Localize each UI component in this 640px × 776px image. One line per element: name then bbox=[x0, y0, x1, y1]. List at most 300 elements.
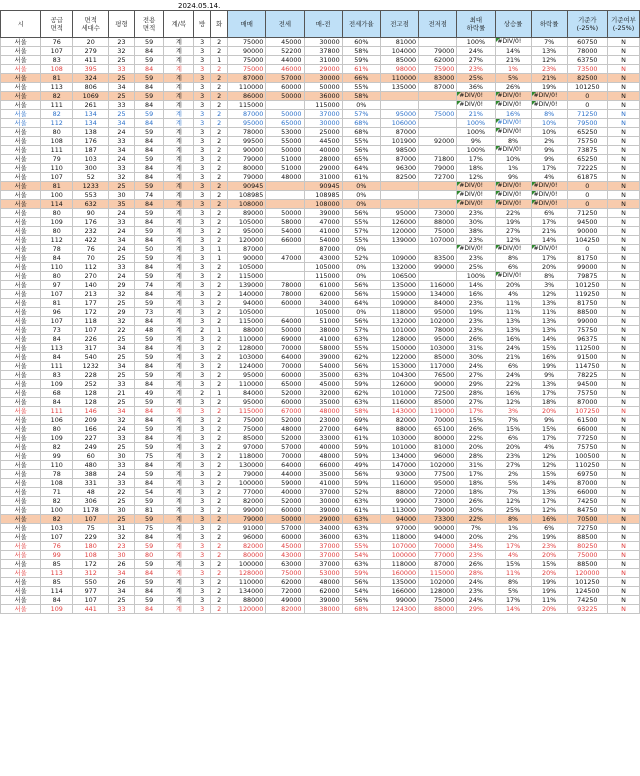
table-cell[interactable]: 88000 bbox=[228, 596, 266, 605]
table-cell[interactable]: 124500 bbox=[567, 587, 607, 596]
table-cell[interactable]: 59 bbox=[134, 578, 164, 587]
table-cell[interactable]: 101000 bbox=[380, 389, 418, 398]
table-cell[interactable]: 52000 bbox=[266, 416, 304, 425]
table-cell[interactable]: 84 bbox=[41, 335, 73, 344]
table-cell[interactable]: 63% bbox=[342, 533, 380, 542]
table-cell[interactable]: 21 bbox=[109, 389, 134, 398]
table-cell[interactable]: 서울 bbox=[1, 461, 41, 470]
table-cell[interactable]: 84 bbox=[134, 407, 164, 416]
column-header[interactable]: 화 bbox=[211, 11, 228, 38]
table-cell[interactable]: 3 bbox=[194, 254, 211, 263]
table-cell[interactable]: 계 bbox=[164, 110, 194, 119]
table-cell[interactable]: 50000 bbox=[266, 209, 304, 218]
table-cell[interactable]: 계 bbox=[164, 263, 194, 272]
table-cell[interactable]: 계 bbox=[164, 443, 194, 452]
table-cell[interactable]: 2 bbox=[211, 488, 228, 497]
table-cell[interactable]: 58000 bbox=[304, 344, 342, 353]
table-cell[interactable]: 29000 bbox=[304, 65, 342, 74]
table-cell[interactable]: 22% bbox=[495, 380, 531, 389]
table-cell[interactable]: 65000 bbox=[266, 380, 304, 389]
table-row[interactable] bbox=[1, 308, 640, 317]
table-cell[interactable] bbox=[419, 182, 457, 191]
table-row[interactable] bbox=[1, 551, 640, 560]
table-cell[interactable]: 72225 bbox=[567, 164, 607, 173]
table-cell[interactable]: 17% bbox=[457, 155, 495, 164]
table-cell[interactable]: 9% bbox=[531, 416, 567, 425]
table-cell[interactable]: 63% bbox=[342, 560, 380, 569]
table-cell[interactable]: 84000 bbox=[419, 299, 457, 308]
table-cell[interactable]: 2 bbox=[211, 533, 228, 542]
table-cell[interactable]: 65000 bbox=[266, 119, 304, 128]
table-cell[interactable]: 109000 bbox=[380, 299, 418, 308]
table-cell[interactable]: 계 bbox=[164, 380, 194, 389]
table-row[interactable] bbox=[1, 110, 640, 119]
table-cell[interactable]: 39000 bbox=[304, 353, 342, 362]
table-cell[interactable]: N bbox=[608, 92, 640, 101]
table-cell[interactable]: 108 bbox=[41, 137, 73, 146]
table-cell[interactable]: 59% bbox=[342, 569, 380, 578]
table-cell[interactable]: 서울 bbox=[1, 74, 41, 83]
table-cell[interactable]: 0% bbox=[342, 272, 380, 281]
table-cell[interactable]: 2% bbox=[495, 470, 531, 479]
table-cell[interactable]: 112 bbox=[41, 236, 73, 245]
table-cell[interactable]: 서울 bbox=[1, 470, 41, 479]
table-cell[interactable]: 17% bbox=[531, 497, 567, 506]
table-row[interactable] bbox=[1, 299, 640, 308]
table-row[interactable] bbox=[1, 227, 640, 236]
table-cell[interactable]: N bbox=[608, 524, 640, 533]
table-cell[interactable]: 서울 bbox=[1, 65, 41, 74]
table-cell[interactable]: 22 bbox=[109, 488, 134, 497]
table-cell[interactable]: 57% bbox=[342, 110, 380, 119]
table-cell[interactable]: 계 bbox=[164, 560, 194, 569]
table-cell[interactable]: 106500 bbox=[380, 272, 418, 281]
table-cell[interactable]: 58% bbox=[342, 47, 380, 56]
table-cell[interactable] bbox=[419, 191, 457, 200]
table-cell[interactable]: 2 bbox=[211, 137, 228, 146]
table-cell[interactable]: 31% bbox=[457, 344, 495, 353]
table-cell[interactable]: 4% bbox=[495, 290, 531, 299]
table-cell[interactable]: 82000 bbox=[266, 605, 304, 614]
table-cell[interactable]: 111 bbox=[41, 407, 73, 416]
table-cell[interactable]: 128 bbox=[73, 389, 109, 398]
table-cell[interactable]: 33 bbox=[109, 461, 134, 470]
table-cell[interactable]: 50000 bbox=[266, 326, 304, 335]
table-cell[interactable]: N bbox=[608, 173, 640, 182]
table-cell[interactable]: 31000 bbox=[304, 173, 342, 182]
table-cell[interactable]: 146 bbox=[73, 407, 109, 416]
table-cell[interactable]: 19% bbox=[531, 362, 567, 371]
table-cell[interactable]: 124300 bbox=[380, 605, 418, 614]
table-cell[interactable]: 51000 bbox=[304, 317, 342, 326]
table-row[interactable] bbox=[1, 569, 640, 578]
table-cell[interactable]: 95000 bbox=[228, 119, 266, 128]
table-cell[interactable]: 75750 bbox=[567, 326, 607, 335]
table-cell[interactable]: 계 bbox=[164, 119, 194, 128]
table-cell[interactable]: 103000 bbox=[380, 434, 418, 443]
table-cell[interactable]: 106 bbox=[41, 416, 73, 425]
table-row[interactable] bbox=[1, 461, 640, 470]
table-cell[interactable]: 2 bbox=[194, 389, 211, 398]
table-cell[interactable]: 6% bbox=[495, 434, 531, 443]
table-cell[interactable]: 101250 bbox=[567, 281, 607, 290]
table-cell[interactable]: 3 bbox=[194, 137, 211, 146]
table-cell[interactable]: 계 bbox=[164, 605, 194, 614]
table-cell[interactable]: 2 bbox=[194, 326, 211, 335]
table-cell[interactable]: #DIV/0! bbox=[457, 200, 495, 209]
table-cell[interactable]: 26 bbox=[109, 578, 134, 587]
table-cell[interactable]: #DIV/0! bbox=[531, 245, 567, 254]
table-row[interactable] bbox=[1, 254, 640, 263]
table-cell[interactable]: 계 bbox=[164, 416, 194, 425]
table-cell[interactable]: 8% bbox=[531, 272, 567, 281]
table-cell[interactable]: 59 bbox=[134, 128, 164, 137]
table-cell[interactable]: 107 bbox=[73, 596, 109, 605]
table-cell[interactable]: 61000 bbox=[304, 281, 342, 290]
table-cell[interactable]: 135000 bbox=[380, 578, 418, 587]
table-cell[interactable]: 166000 bbox=[380, 587, 418, 596]
table-cell[interactable]: 88000 bbox=[380, 425, 418, 434]
table-cell[interactable]: 24% bbox=[457, 596, 495, 605]
table-cell[interactable]: 5% bbox=[495, 479, 531, 488]
table-cell[interactable]: 99000 bbox=[567, 317, 607, 326]
table-cell[interactable]: 26% bbox=[457, 497, 495, 506]
table-cell[interactable]: 17% bbox=[495, 596, 531, 605]
table-cell[interactable]: N bbox=[608, 227, 640, 236]
table-cell[interactable]: 104250 bbox=[567, 236, 607, 245]
table-cell[interactable]: 74 bbox=[134, 281, 164, 290]
table-cell[interactable]: 31 bbox=[109, 524, 134, 533]
table-cell[interactable]: 73500 bbox=[567, 65, 607, 74]
table-cell[interactable]: 서울 bbox=[1, 407, 41, 416]
table-cell[interactable]: 84 bbox=[41, 596, 73, 605]
table-cell[interactable]: 7% bbox=[495, 488, 531, 497]
table-cell[interactable]: 550 bbox=[73, 578, 109, 587]
table-cell[interactable]: 2 bbox=[211, 452, 228, 461]
table-cell[interactable]: 60% bbox=[342, 38, 380, 47]
table-cell[interactable] bbox=[266, 182, 304, 191]
table-cell[interactable]: 50000 bbox=[266, 92, 304, 101]
table-cell[interactable]: 서울 bbox=[1, 371, 41, 380]
table-cell[interactable]: 59 bbox=[134, 335, 164, 344]
table-cell[interactable]: #DIV/0! bbox=[495, 245, 531, 254]
table-cell[interactable]: 3 bbox=[194, 119, 211, 128]
column-header[interactable]: 전세가율 bbox=[342, 11, 380, 38]
column-header[interactable]: 계/복 bbox=[164, 11, 194, 38]
table-cell[interactable]: 18% bbox=[457, 164, 495, 173]
table-cell[interactable]: 30% bbox=[457, 353, 495, 362]
table-cell[interactable]: 72000 bbox=[419, 488, 457, 497]
table-cell[interactable]: 3 bbox=[194, 488, 211, 497]
table-row[interactable] bbox=[1, 470, 640, 479]
table-cell[interactable]: 서울 bbox=[1, 173, 41, 182]
table-cell[interactable]: 13% bbox=[531, 47, 567, 56]
table-cell[interactable]: 110000 bbox=[228, 83, 266, 92]
table-cell[interactable]: 79500 bbox=[567, 119, 607, 128]
table-cell[interactable]: 15% bbox=[531, 425, 567, 434]
table-cell[interactable]: 61500 bbox=[567, 416, 607, 425]
table-cell[interactable]: 25 bbox=[109, 443, 134, 452]
table-cell[interactable]: 2 bbox=[211, 317, 228, 326]
table-cell[interactable]: 88000 bbox=[419, 218, 457, 227]
table-cell[interactable]: 84 bbox=[134, 479, 164, 488]
table-cell[interactable]: 34 bbox=[109, 146, 134, 155]
table-cell[interactable]: 3 bbox=[194, 92, 211, 101]
table-cell[interactable]: 63% bbox=[342, 398, 380, 407]
table-cell[interactable]: N bbox=[608, 506, 640, 515]
table-cell[interactable]: 23% bbox=[457, 551, 495, 560]
table-row[interactable] bbox=[1, 200, 640, 209]
table-cell[interactable]: 0% bbox=[342, 182, 380, 191]
table-cell[interactable]: 2% bbox=[495, 533, 531, 542]
table-cell[interactable]: N bbox=[608, 254, 640, 263]
table-cell[interactable]: 66% bbox=[342, 74, 380, 83]
table-cell[interactable]: N bbox=[608, 236, 640, 245]
table-cell[interactable]: 3 bbox=[194, 263, 211, 272]
table-cell[interactable]: 105000 bbox=[304, 263, 342, 272]
table-cell[interactable]: 2 bbox=[211, 515, 228, 524]
table-cell[interactable]: 23% bbox=[457, 236, 495, 245]
table-cell[interactable]: 110 bbox=[41, 263, 73, 272]
table-cell[interactable]: 55% bbox=[342, 137, 380, 146]
table-row[interactable] bbox=[1, 182, 640, 191]
table-row[interactable] bbox=[1, 425, 640, 434]
table-cell[interactable]: 84000 bbox=[228, 389, 266, 398]
table-cell[interactable]: 50000 bbox=[266, 146, 304, 155]
table-cell[interactable]: 88500 bbox=[567, 533, 607, 542]
table-row[interactable] bbox=[1, 92, 640, 101]
table-cell[interactable]: N bbox=[608, 416, 640, 425]
table-cell[interactable]: 78 bbox=[41, 245, 73, 254]
table-cell[interactable]: 105000 bbox=[228, 263, 266, 272]
table-cell[interactable]: 25 bbox=[109, 74, 134, 83]
table-cell[interactable]: 30000 bbox=[304, 497, 342, 506]
table-cell[interactable]: 79000 bbox=[419, 164, 457, 173]
table-cell[interactable]: 59 bbox=[134, 74, 164, 83]
table-cell[interactable]: 36000 bbox=[304, 92, 342, 101]
table-cell[interactable]: 44500 bbox=[304, 137, 342, 146]
table-cell[interactable]: 43000 bbox=[304, 254, 342, 263]
table-cell[interactable]: 95000 bbox=[380, 209, 418, 218]
table-cell[interactable]: 32 bbox=[109, 533, 134, 542]
table-cell[interactable]: 78 bbox=[41, 470, 73, 479]
table-cell[interactable]: 75 bbox=[134, 524, 164, 533]
table-row[interactable] bbox=[1, 596, 640, 605]
table-cell[interactable]: 0% bbox=[342, 200, 380, 209]
table-cell[interactable]: 98500 bbox=[380, 146, 418, 155]
table-cell[interactable]: 28% bbox=[457, 452, 495, 461]
table-cell[interactable]: 21% bbox=[457, 110, 495, 119]
table-cell[interactable]: 115000 bbox=[228, 407, 266, 416]
table-cell[interactable]: 102000 bbox=[419, 578, 457, 587]
table-cell[interactable]: 2 bbox=[211, 560, 228, 569]
table-cell[interactable]: 75000 bbox=[228, 38, 266, 47]
table-cell[interactable]: 39000 bbox=[304, 596, 342, 605]
table-cell[interactable]: 계 bbox=[164, 506, 194, 515]
table-cell[interactable]: 61% bbox=[342, 506, 380, 515]
table-cell[interactable]: 17% bbox=[531, 218, 567, 227]
table-cell[interactable]: 3 bbox=[194, 407, 211, 416]
table-cell[interactable]: 75000 bbox=[228, 416, 266, 425]
table-cell[interactable]: 61% bbox=[342, 173, 380, 182]
table-cell[interactable]: 17% bbox=[457, 470, 495, 479]
table-cell[interactable]: 서울 bbox=[1, 182, 41, 191]
table-cell[interactable]: N bbox=[608, 218, 640, 227]
column-header[interactable]: 기준가 (-25%) bbox=[567, 11, 607, 38]
table-cell[interactable]: 3 bbox=[194, 353, 211, 362]
table-cell[interactable]: 79000 bbox=[228, 470, 266, 479]
table-cell[interactable]: 139000 bbox=[228, 281, 266, 290]
table-cell[interactable]: 계 bbox=[164, 524, 194, 533]
table-cell[interactable]: 계 bbox=[164, 398, 194, 407]
table-cell[interactable]: 118000 bbox=[228, 452, 266, 461]
table-cell[interactable]: 48000 bbox=[304, 407, 342, 416]
table-cell[interactable]: 115000 bbox=[304, 272, 342, 281]
table-cell[interactable]: 261 bbox=[73, 101, 109, 110]
table-cell[interactable]: 59 bbox=[134, 596, 164, 605]
table-cell[interactable]: 17% bbox=[531, 254, 567, 263]
table-cell[interactable]: 2 bbox=[211, 578, 228, 587]
table-cell[interactable]: 64000 bbox=[266, 353, 304, 362]
table-cell[interactable]: 82500 bbox=[380, 173, 418, 182]
table-cell[interactable]: 30000 bbox=[304, 119, 342, 128]
table-cell[interactable]: 108000 bbox=[304, 200, 342, 209]
table-cell[interactable]: 2 bbox=[211, 299, 228, 308]
table-cell[interactable]: 38% bbox=[457, 227, 495, 236]
table-cell[interactable]: 서울 bbox=[1, 128, 41, 137]
table-row[interactable] bbox=[1, 380, 640, 389]
table-cell[interactable]: 40000 bbox=[304, 443, 342, 452]
table-cell[interactable]: 84 bbox=[134, 146, 164, 155]
table-cell[interactable]: 79875 bbox=[567, 272, 607, 281]
table-cell[interactable]: 13% bbox=[531, 380, 567, 389]
table-cell[interactable]: 3 bbox=[194, 65, 211, 74]
table-cell[interactable]: 2 bbox=[211, 497, 228, 506]
table-cell[interactable]: 3 bbox=[194, 497, 211, 506]
table-cell[interactable]: 84 bbox=[134, 236, 164, 245]
table-cell[interactable]: 25 bbox=[109, 299, 134, 308]
table-cell[interactable]: 69000 bbox=[266, 335, 304, 344]
table-cell[interactable]: 21% bbox=[495, 56, 531, 65]
table-row[interactable] bbox=[1, 56, 640, 65]
table-cell[interactable]: 112500 bbox=[567, 344, 607, 353]
table-row[interactable] bbox=[1, 101, 640, 110]
table-cell[interactable]: 서울 bbox=[1, 83, 41, 92]
table-cell[interactable]: 139000 bbox=[380, 236, 418, 245]
table-row[interactable] bbox=[1, 506, 640, 515]
table-cell[interactable]: N bbox=[608, 605, 640, 614]
table-cell[interactable]: 68% bbox=[342, 605, 380, 614]
table-cell[interactable]: 34000 bbox=[304, 299, 342, 308]
table-cell[interactable]: 2 bbox=[211, 551, 228, 560]
table-cell[interactable]: 110250 bbox=[567, 461, 607, 470]
table-row[interactable] bbox=[1, 371, 640, 380]
table-cell[interactable]: 계 bbox=[164, 488, 194, 497]
table-cell[interactable]: 3 bbox=[194, 200, 211, 209]
table-row[interactable] bbox=[1, 236, 640, 245]
table-cell[interactable]: 계 bbox=[164, 173, 194, 182]
table-cell[interactable]: 계 bbox=[164, 65, 194, 74]
table-cell[interactable]: 59 bbox=[134, 560, 164, 569]
table-cell[interactable]: 108 bbox=[73, 551, 109, 560]
table-cell[interactable]: 117000 bbox=[419, 362, 457, 371]
table-cell[interactable]: 계 bbox=[164, 182, 194, 191]
table-cell[interactable]: #DIV/0! bbox=[495, 272, 531, 281]
table-cell[interactable]: 70 bbox=[73, 254, 109, 263]
table-cell[interactable]: 977 bbox=[73, 587, 109, 596]
table-cell[interactable]: N bbox=[608, 389, 640, 398]
table-cell[interactable]: 34 bbox=[109, 362, 134, 371]
table-cell[interactable]: 96300 bbox=[380, 164, 418, 173]
table-cell[interactable]: 서울 bbox=[1, 353, 41, 362]
table-cell[interactable]: 59 bbox=[134, 272, 164, 281]
table-cell[interactable]: 47000 bbox=[266, 254, 304, 263]
table-cell[interactable]: 79000 bbox=[228, 155, 266, 164]
table-cell[interactable]: 82 bbox=[41, 110, 73, 119]
table-cell[interactable]: 서울 bbox=[1, 308, 41, 317]
table-cell[interactable]: 73 bbox=[41, 326, 73, 335]
table-cell[interactable]: 25000 bbox=[304, 128, 342, 137]
table-cell[interactable]: 62% bbox=[342, 353, 380, 362]
table-cell[interactable]: 서울 bbox=[1, 542, 41, 551]
table-cell[interactable]: N bbox=[608, 191, 640, 200]
table-cell[interactable]: 49% bbox=[342, 461, 380, 470]
table-cell[interactable]: 3 bbox=[194, 479, 211, 488]
table-cell[interactable]: 128000 bbox=[228, 569, 266, 578]
table-cell[interactable]: 172 bbox=[73, 308, 109, 317]
table-cell[interactable]: 109 bbox=[41, 605, 73, 614]
table-cell[interactable]: N bbox=[608, 47, 640, 56]
table-cell[interactable]: 84 bbox=[134, 362, 164, 371]
table-cell[interactable]: 2 bbox=[211, 353, 228, 362]
table-cell[interactable]: 82500 bbox=[567, 74, 607, 83]
table-cell[interactable]: 3% bbox=[531, 281, 567, 290]
table-cell[interactable]: 2 bbox=[211, 65, 228, 74]
table-cell[interactable]: 30000 bbox=[304, 38, 342, 47]
table-cell[interactable]: 계 bbox=[164, 569, 194, 578]
table-cell[interactable]: 35 bbox=[109, 200, 134, 209]
table-cell[interactable]: 서울 bbox=[1, 47, 41, 56]
table-cell[interactable]: 3 bbox=[194, 578, 211, 587]
table-cell[interactable]: 3 bbox=[194, 596, 211, 605]
table-cell[interactable]: 25 bbox=[109, 353, 134, 362]
table-cell[interactable]: 64000 bbox=[266, 461, 304, 470]
table-cell[interactable]: 26% bbox=[495, 83, 531, 92]
table-cell[interactable]: 서울 bbox=[1, 209, 41, 218]
table-cell[interactable]: 59000 bbox=[266, 479, 304, 488]
table-cell[interactable]: 52200 bbox=[266, 47, 304, 56]
table-cell[interactable]: 66000 bbox=[567, 425, 607, 434]
table-cell[interactable]: 108 bbox=[41, 479, 73, 488]
table-cell[interactable]: 138 bbox=[73, 128, 109, 137]
table-cell[interactable]: 80000 bbox=[419, 434, 457, 443]
table-cell[interactable]: 24% bbox=[495, 371, 531, 380]
table-cell[interactable]: 0% bbox=[342, 308, 380, 317]
table-cell[interactable]: 12% bbox=[531, 461, 567, 470]
table-cell[interactable]: 0 bbox=[567, 245, 607, 254]
table-cell[interactable]: #DIV/0! bbox=[457, 101, 495, 110]
table-cell[interactable]: 서울 bbox=[1, 92, 41, 101]
table-cell[interactable]: 25 bbox=[109, 371, 134, 380]
table-cell[interactable]: 57000 bbox=[266, 74, 304, 83]
table-cell[interactable]: 91500 bbox=[567, 353, 607, 362]
table-row[interactable] bbox=[1, 209, 640, 218]
table-cell[interactable]: 82 bbox=[41, 92, 73, 101]
table-cell[interactable]: 52000 bbox=[266, 497, 304, 506]
table-cell[interactable]: 3 bbox=[194, 155, 211, 164]
table-row[interactable] bbox=[1, 263, 640, 272]
table-cell[interactable]: 54% bbox=[342, 587, 380, 596]
